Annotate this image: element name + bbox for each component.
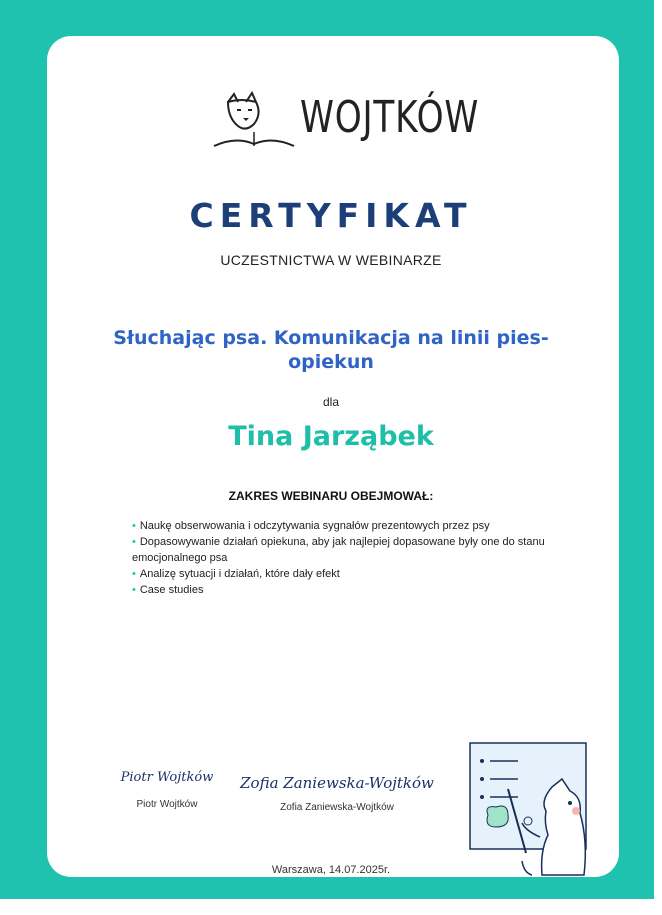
- scope-heading: ZAKRES WEBINARU OBEJMOWAŁ:: [228, 489, 434, 503]
- signature-block-1: [112, 770, 222, 810]
- logo-wordmark: WOJTKÓW: [300, 92, 480, 143]
- list-item: [132, 566, 572, 582]
- signature-block-2: [232, 774, 442, 813]
- logo: [210, 88, 480, 154]
- signatory-name-1: Piotr Wojtków: [136, 799, 198, 810]
- page-bottom-margin: [0, 899, 654, 915]
- bullet-icon: •: [132, 520, 136, 532]
- list-item-text: Case studies: [139, 584, 204, 596]
- list-item: [132, 518, 572, 534]
- certificate-subtitle: UCZESTNICTWA W WEBINARZE: [220, 252, 442, 268]
- list-item: [132, 582, 572, 598]
- webinar-title: [92, 326, 570, 374]
- for-word: dla: [322, 395, 339, 409]
- signature-script-1: Piotr Wojtków: [120, 770, 214, 785]
- list-item-text: Naukę obserwowania i odczytywania sygnałów prezentowych przez psy: [139, 520, 490, 532]
- list-item-text: Analizę sytuacji i działań, które dały efekt: [139, 568, 340, 580]
- bullet-icon: •: [132, 568, 136, 580]
- presentation-dog-illustration: [466, 741, 594, 877]
- list-item: [132, 534, 572, 566]
- list-item-text: Dopasowywanie działań opiekuna, aby jak najlepiej dopasowane były one do stanu emocjonalnego psa: [132, 536, 545, 564]
- webinar-title-line1: Słuchając psa. Komunikacja na linii pies-: [113, 327, 549, 349]
- dog-reading-logo-icon: [210, 88, 300, 154]
- page-gutter: [654, 0, 662, 915]
- place-date: Warszawa, 14.07.2025r.: [271, 864, 391, 876]
- webinar-title-line2: opiekun: [288, 351, 374, 373]
- signatory-name-2: Zofia Zaniewska-Wojtków: [280, 802, 394, 813]
- certificate-title: CERTYFIKAT: [189, 196, 473, 235]
- scope-list: [132, 518, 572, 598]
- bullet-icon: •: [132, 584, 136, 596]
- bullet-icon: •: [132, 536, 136, 548]
- participant-name: Tina Jarząbek: [228, 421, 434, 452]
- signature-script-2: Zofia Zaniewska-Wojtków: [240, 774, 434, 792]
